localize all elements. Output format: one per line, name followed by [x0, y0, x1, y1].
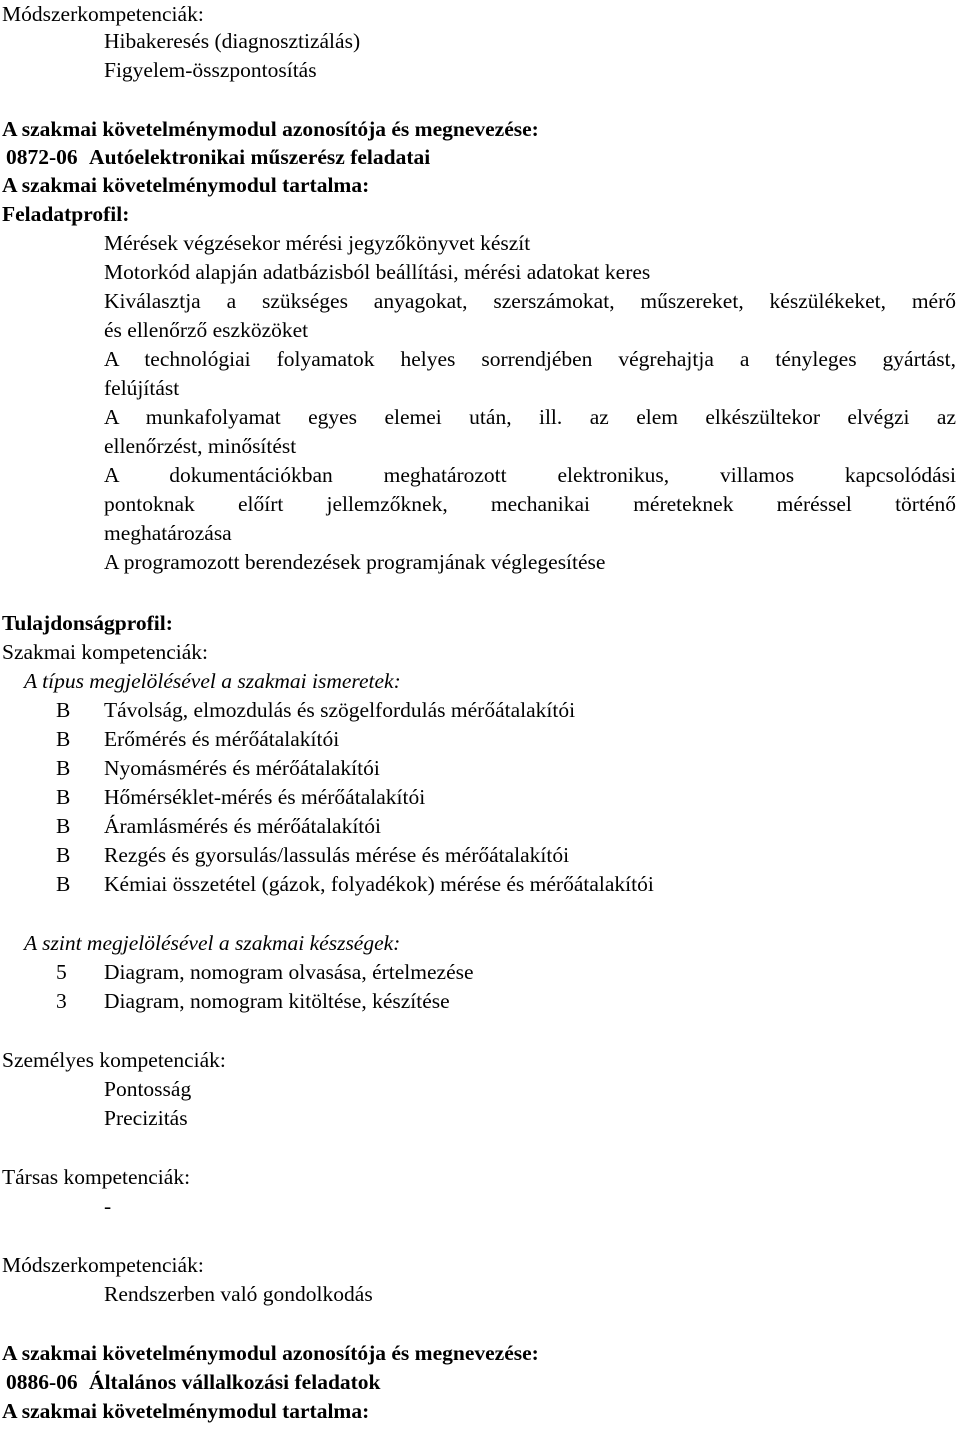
knowledge-row: [0, 870, 960, 899]
knowledge-level: B: [56, 727, 71, 751]
knowledge-row: [0, 754, 960, 783]
module-id-code: 0872-06: [6, 145, 78, 169]
knowledge-row: [0, 725, 960, 754]
knowledge-level: B: [56, 843, 71, 867]
knowledge-text: Nyomásmérés és mérőátalakítói: [104, 756, 380, 780]
task-item-continued: meghatározása: [104, 521, 232, 545]
task-item-continued: felújítást: [104, 376, 180, 400]
knowledge-text: Erőmérés és mérőátalakítói: [104, 727, 340, 751]
knowledge-row: [0, 696, 960, 725]
property-profile-heading: Tulajdonságprofil:: [2, 611, 173, 635]
personal-item: Pontosság: [104, 1077, 192, 1101]
personal-item: Precizitás: [104, 1106, 188, 1130]
skill-text: Diagram, nomogram kitöltése, készítése: [104, 989, 450, 1013]
task-item: Mérések végzésekor mérési jegyzőkönyvet készít: [104, 231, 531, 255]
knowledge-text: Áramlásmérés és mérőátalakítói: [104, 814, 382, 838]
knowledge-text: Rezgés és gyorsulás/lassulás mérése és mérőátalakítói: [104, 843, 570, 867]
task-item-continued: pontoknak előírt jellemzőknek, mechanikai méreteknek méréssel történő: [104, 492, 956, 516]
task-item-continued: és ellenőrző eszközöket: [104, 318, 309, 342]
module-content-heading: A szakmai követelménymodul tartalma:: [2, 173, 370, 197]
task-item: Kiválasztja a szükséges anyagokat, szerszámokat, műszereket, készülékeket, mérő: [104, 289, 956, 313]
knowledge-level: B: [56, 814, 71, 838]
module-id-heading: A szakmai követelménymodul azonosítója és megnevezése:: [2, 1341, 539, 1365]
methods-competencies-heading: Módszerkompetenciák:: [2, 1253, 204, 1277]
knowledge-level: B: [56, 872, 71, 896]
knowledge-text: Távolság, elmozdulás és szögelfordulás mérőátalakítói: [104, 698, 576, 722]
skill-row: [0, 958, 960, 987]
skill-level: 3: [56, 989, 67, 1013]
social-item: -: [104, 1194, 112, 1218]
module-id-name: Általános vállalkozási feladatok: [89, 1370, 381, 1394]
task-item: Motorkód alapján adatbázisból beállítási, mérési adatokat keres: [104, 260, 651, 284]
knowledge-level: B: [56, 785, 71, 809]
methods-item: Rendszerben való gondolkodás: [104, 1282, 373, 1306]
skill-row: [0, 987, 960, 1016]
skills-heading: A szint megjelölésével a szakmai készségek:: [24, 931, 401, 955]
skill-level: 5: [56, 960, 67, 984]
module-id-heading: A szakmai követelménymodul azonosítója és megnevezése:: [2, 117, 539, 141]
top-methods-item: Hibakeresés (diagnosztizálás): [104, 29, 361, 53]
knowledge-text: Hőmérséklet-mérés és mérőátalakítói: [104, 785, 426, 809]
knowledge-row: [0, 812, 960, 841]
top-methods-item: Figyelem-összpontosítás: [104, 58, 317, 82]
module-id-line: [6, 143, 430, 172]
module-id-name: Autóelektronikai műszerész feladatai: [89, 145, 431, 169]
task-profile-heading: Feladatprofil:: [2, 202, 130, 226]
task-item: A dokumentációkban meghatározott elektronikus, villamos kapcsolódási: [104, 463, 956, 487]
knowledge-heading: A típus megjelölésével a szakmai ismeretek:: [24, 669, 401, 693]
top-methods-heading: Módszerkompetenciák:: [2, 2, 204, 26]
knowledge-level: B: [56, 698, 71, 722]
task-item: A munkafolyamat egyes elemei után, ill. az elem elkészültekor elvégzi az: [104, 405, 956, 429]
module-id-line: [6, 1368, 381, 1397]
task-item: A technológiai folyamatok helyes sorrendjében végrehajtja a tényleges gyártást,: [104, 347, 956, 371]
professional-competencies-heading: Szakmai kompetenciák:: [2, 640, 208, 664]
knowledge-row: [0, 783, 960, 812]
personal-competencies-heading: Személyes kompetenciák:: [2, 1048, 226, 1072]
knowledge-row: [0, 841, 960, 870]
module-id-code: 0886-06: [6, 1370, 78, 1394]
social-competencies-heading: Társas kompetenciák:: [2, 1165, 191, 1189]
skill-text: Diagram, nomogram olvasása, értelmezése: [104, 960, 474, 984]
task-item: A programozott berendezések programjának véglegesítése: [104, 550, 606, 574]
task-item-continued: ellenőrzést, minősítést: [104, 434, 297, 458]
knowledge-level: B: [56, 756, 71, 780]
module-content-heading: A szakmai követelménymodul tartalma:: [2, 1399, 370, 1423]
knowledge-text: Kémiai összetétel (gázok, folyadékok) mérése és mérőátalakítói: [104, 872, 654, 896]
